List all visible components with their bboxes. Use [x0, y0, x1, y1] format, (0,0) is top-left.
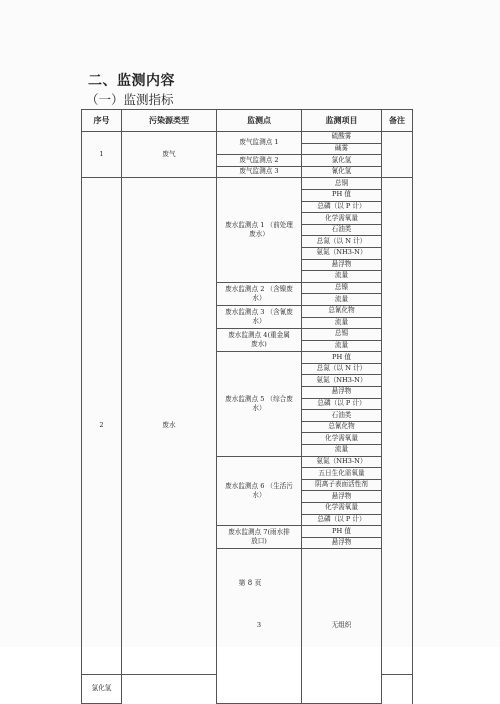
- monitoring-item: 流量: [302, 294, 382, 306]
- monitoring-item: 硫酸雾: [302, 132, 382, 144]
- monitoring-item: 氨氮（NH3-N）: [302, 247, 382, 259]
- monitoring-item: 总磷（以 P 计）: [302, 514, 382, 526]
- monitoring-item: 化学需氧量: [302, 433, 382, 445]
- monitoring-point: 废水监测点 7(雨水排放口): [217, 526, 302, 549]
- monitoring-item: 氨氮（NH3-N）: [302, 375, 382, 387]
- monitoring-item: 石油类: [302, 410, 382, 422]
- row-no: 2: [82, 178, 122, 675]
- monitoring-item: 氰化氢: [302, 166, 382, 178]
- monitoring-item: 阴离子表面活性剂: [302, 479, 382, 491]
- monitoring-point: 废水监测点 4(重金属废水): [217, 329, 302, 352]
- monitoring-item: 石油类: [302, 224, 382, 236]
- monitoring-item: 悬浮物: [302, 259, 382, 271]
- monitoring-item: 总氮（以 N 计）: [302, 363, 382, 375]
- monitoring-item: 悬浮物: [302, 537, 382, 549]
- monitoring-item: 总铜: [302, 178, 382, 190]
- monitoring-point: 废气监测点 2: [217, 155, 302, 167]
- monitoring-item: 化学需氧量: [302, 213, 382, 225]
- monitoring-point: 废气监测点 3: [217, 166, 302, 178]
- page-number: 第 8 页: [238, 579, 262, 587]
- monitoring-item: 悬浮物: [302, 491, 382, 503]
- monitoring-point: 废水监测点 1 （前处理废水）: [217, 178, 302, 282]
- monitoring-item: 总磷（以 P 计）: [302, 201, 382, 213]
- monitoring-point: 废水监测点 5 （综合废水）: [217, 352, 302, 456]
- monitoring-item: 总氰化物: [302, 421, 382, 433]
- monitoring-item: 总氰化物: [302, 305, 382, 317]
- subsection-heading: （一）监测指标: [86, 92, 174, 107]
- monitoring-item: PH 值: [302, 352, 382, 364]
- row-no: 3: [217, 549, 302, 704]
- monitoring-item: 总氮（以 N 计）: [302, 236, 382, 248]
- monitoring-item: 化学需氧量: [302, 503, 382, 515]
- note-cell: [382, 132, 413, 178]
- monitoring-point: 废气监测点 1: [217, 132, 302, 155]
- monitoring-table: [81, 109, 413, 704]
- col-header-type: 污染源类型: [122, 110, 217, 132]
- source-type: 废气: [122, 132, 217, 178]
- monitoring-item: 流量: [302, 445, 382, 457]
- source-type: 无组织: [302, 549, 382, 704]
- table-row: [82, 178, 413, 190]
- monitoring-item: 总镍: [302, 282, 382, 294]
- col-header-note: 备注: [382, 110, 413, 132]
- monitoring-item: 五日生化需氧量: [302, 468, 382, 480]
- col-header-point: 监测点: [217, 110, 302, 132]
- monitoring-item: 氯化氢: [302, 155, 382, 167]
- monitoring-item: 碱雾: [302, 143, 382, 155]
- monitoring-item: 氨氮（NH3-N）: [302, 456, 382, 468]
- monitoring-point: 废水监测点 2 （含镍废水）: [217, 282, 302, 305]
- monitoring-item: 流量: [302, 340, 382, 352]
- monitoring-item: PH 值: [302, 526, 382, 538]
- monitoring-item: 总磷（以 P 计）: [302, 398, 382, 410]
- monitoring-item: 流量: [302, 271, 382, 283]
- monitoring-item: PH 值: [302, 189, 382, 201]
- col-header-no: 序号: [82, 110, 122, 132]
- row-no: 1: [82, 132, 122, 178]
- monitoring-item: 总锡: [302, 329, 382, 341]
- source-type: 废水: [122, 178, 217, 675]
- note-cell: [382, 178, 413, 675]
- table-row: [82, 132, 413, 144]
- monitoring-point: 废水监测点 6 （生活污水）: [217, 456, 302, 526]
- table-header-row: [82, 110, 413, 132]
- section-heading: 二、监测内容: [88, 73, 175, 89]
- col-header-item: 监测项目: [302, 110, 382, 132]
- monitoring-item: 悬浮物: [302, 387, 382, 399]
- monitoring-item: 氯化氢: [82, 674, 122, 703]
- monitoring-item: 流量: [302, 317, 382, 329]
- monitoring-point: 废水监测点 3 （含氰废水）: [217, 305, 302, 328]
